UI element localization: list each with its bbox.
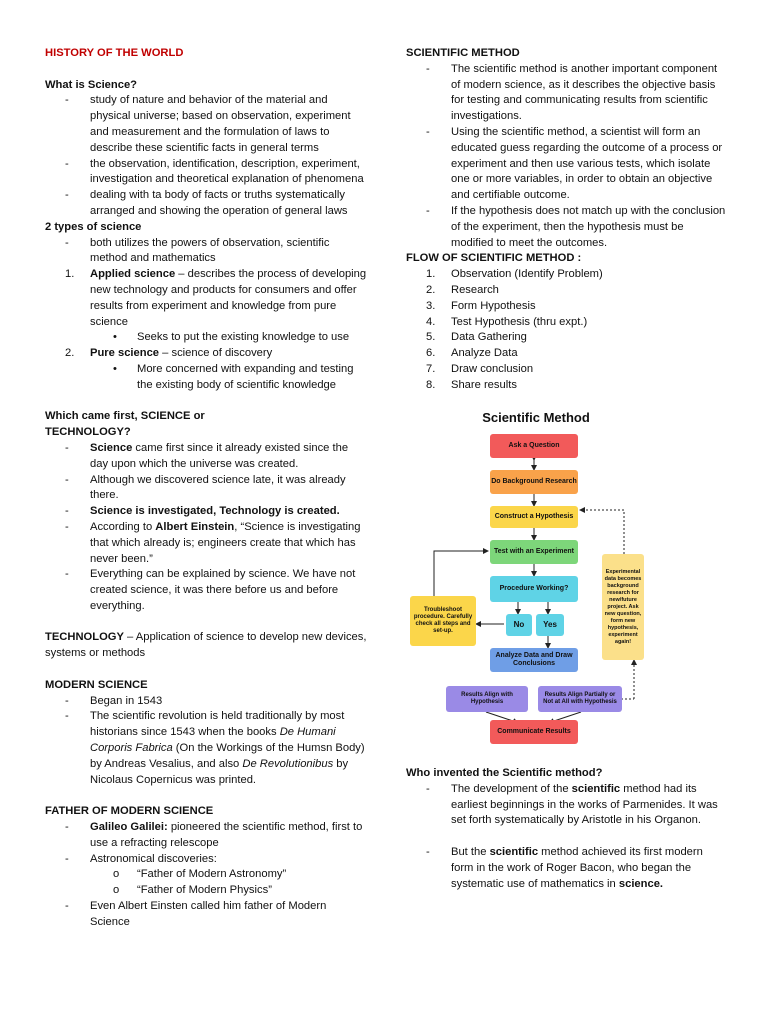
list-item: - Even Albert Einsten called him father of Modern Science: [65, 900, 327, 928]
list-item: - the observation, identification, description, experiment, investigation and theoretical explanation of phenomena: [65, 157, 364, 186]
list-item: - The development of the scientific method had its earliest beginnings in the works of Parmenides. It was set forth systematically by Aristotle in his Organon.: [426, 782, 718, 827]
background-research-box: Do Background Research: [490, 470, 578, 494]
procedure-working-box: Procedure Working?: [490, 576, 578, 602]
test-experiment-box: Test with an Experiment: [490, 540, 578, 564]
father-heading: FATHER OF MODERN SCIENCE: [45, 805, 214, 818]
results-align-box: Results Align with Hypothesis: [446, 686, 528, 712]
flow-step: 6. Analyze Data: [426, 347, 518, 360]
yes-box: Yes: [536, 614, 564, 636]
left-column: [45, 46, 367, 931]
flow-heading: FLOW OF SCIENTIFIC METHOD :: [406, 252, 582, 265]
bullet-item: • Seeks to put the existing knowledge to use: [113, 331, 350, 344]
bullet-item: • More concerned with expanding and testing the existing body of scientific knowledge: [113, 362, 354, 391]
document-title: HISTORY OF THE WORLD: [45, 47, 184, 59]
flow-step: 4. Test Hypothesis (thru expt.): [426, 315, 588, 328]
which-first-heading: Which came first, SCIENCE or TECHNOLOGY?: [45, 410, 205, 439]
technology-definition: TECHNOLOGY – Application of science to develop new devices, systems or methods: [45, 631, 367, 660]
flow-step: 2. Research: [426, 283, 499, 296]
what-is-science-heading: What is Science?: [45, 78, 138, 91]
list-item: - Began in 1543: [65, 694, 163, 707]
list-item: - study of nature and behavior of the material and physical universe; based on observation, experiment and measurement and the formulation of laws to describe these scientific facts in general terms: [65, 94, 351, 154]
list-item: - Everything can be explained by science. We have not created science, it was there before us and before everything.: [65, 568, 356, 612]
list-item-pure: 2. Pure science – science of discovery: [65, 347, 273, 360]
list-item: - dealing with ta body of facts or truths systematically arranged and showing the operation of general laws: [65, 189, 348, 217]
who-invented-heading: Who invented the Scientific method?: [406, 767, 603, 779]
communicate-results-box: Communicate Results: [490, 720, 578, 744]
modern-science-heading: MODERN SCIENCE: [45, 678, 148, 691]
list-item: - Astronomical discoveries:: [65, 852, 217, 865]
flow-step: 8. Share results: [426, 378, 517, 391]
list-item: - The scientific method is another important component of modern science, as it describes the objective basis for testing and communicating results from scientific investigations.: [426, 62, 718, 123]
flow-step: 5. Data Gathering: [426, 331, 527, 344]
flow-step: 7. Draw conclusion: [426, 362, 534, 375]
experimental-data-note: Experimental data becomes background research for new/future project. Ask new question, form new hypothesis, experiment again!: [602, 554, 644, 660]
sub-item: o “Father of Modern Physics”: [113, 884, 272, 897]
list-item-applied: 1. Applied science – describes the process of developing new technology and products for consumers and offer results from experiment and knowledge from pure science: [65, 268, 367, 328]
scientific-method-heading: SCIENTIFIC METHOD: [406, 47, 520, 59]
ask-question-box: Ask a Question: [490, 434, 578, 458]
list-item: - Science came first since it already existed since the day upon which the universe was created.: [65, 441, 349, 470]
list-item: - Although we discovered science late, it was already there.: [65, 473, 346, 502]
construct-hypothesis-box: Construct a Hypothesis: [490, 506, 578, 528]
scientific-method-flowchart: [406, 406, 656, 751]
right-column: [406, 46, 728, 394]
flowchart-title: Scientific Method: [482, 410, 590, 425]
analyze-data-box: Analyze Data and Draw Conclusions: [490, 648, 578, 672]
flow-steps-list: [406, 267, 728, 393]
list-item: - If the hypothesis does not match up with the conclusion of the experiment, then the hypothesis must be modified to meet the outcomes.: [426, 204, 726, 249]
results-partial-box: Results Align Partially or Not at All with Hypothesis: [538, 686, 622, 712]
types-heading: 2 types of science: [45, 220, 142, 233]
list-item: - According to Albert Einstein, “Science is investigating that which already is; engineers create that which has never been.”: [65, 520, 361, 565]
who-invented-section: [406, 766, 728, 892]
troubleshoot-box: Troubleshoot procedure. Carefully check all steps and set-up.: [410, 596, 476, 646]
list-item: - But the scientific method achieved its first modern form in the work of Roger Bacon, who began the systematic use of mathematics in science.: [426, 845, 703, 890]
flow-step: 1. Observation (Identify Problem): [426, 268, 603, 281]
sub-item: o “Father of Modern Astronomy”: [113, 868, 287, 881]
list-item: - Using the scientific method, a scientist will form an educated guess regarding the outcome of a process or experiment and then use various tests, which isolate one or more variables, in order to obtain an objective and certifiable outcome.: [426, 125, 723, 202]
list-item: - both utilizes the powers of observation, scientific method and mathematics: [65, 236, 330, 265]
list-item: - The scientific revolution is held traditionally by most historians since 1543 when the books De Humani Corporis Fabrica (On the Workings of the Humsn Body) by Andreas Vesalius, and also De Revolutionibus by Nicolaus Copernicus was printed.: [65, 710, 365, 786]
no-box: No: [506, 614, 532, 636]
flow-step: 3. Form Hypothesis: [426, 299, 536, 312]
list-item: - Galileo Galilei: pioneered the scientific method, first to use a refracting relescope: [65, 821, 363, 849]
list-item: - Science is investigated, Technology is created.: [65, 505, 340, 518]
